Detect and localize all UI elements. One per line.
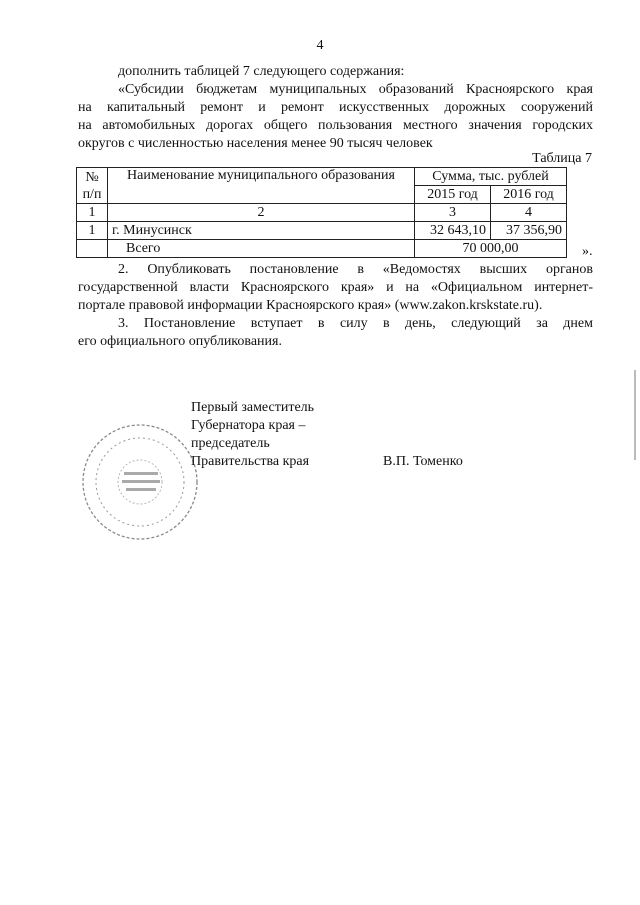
item3-line: его официального опубликования. <box>78 334 282 349</box>
header-sum: Сумма, тыс. рублей <box>415 168 567 186</box>
signature-title-line: Правительства края <box>191 454 310 469</box>
header-number-cell <box>77 168 108 204</box>
total-empty-cell <box>77 240 108 258</box>
header-number-sub: п/п <box>82 186 102 202</box>
intro-line: дополнить таблицей 7 следующего содержания: <box>118 64 405 79</box>
row-amount-2015: 32 643,10 <box>415 222 491 240</box>
quote-line: на автомобильных дорогах общего пользования местного значения городских <box>78 118 593 133</box>
index-cell: 2 <box>108 204 415 222</box>
item2-line: 2. Опубликовать постановление в «Ведомостях высших органов <box>118 262 593 277</box>
page-number: 4 <box>316 38 324 53</box>
table-index-row <box>77 204 567 222</box>
quote-line: «Субсидии бюджетам муниципальных образований Красноярского края <box>118 82 593 97</box>
header-number: № <box>85 169 99 185</box>
index-cell: 1 <box>77 204 108 222</box>
index-cell: 4 <box>491 204 567 222</box>
quote-close: ». <box>582 244 593 259</box>
total-value: 70 000,00 <box>415 240 567 258</box>
header-name: Наименование муниципального образования <box>108 168 415 204</box>
quote-line: на капитальный ремонт и ремонт искусственных дорожных сооружений <box>78 100 593 115</box>
index-cell: 3 <box>415 204 491 222</box>
row-number: 1 <box>77 222 108 240</box>
scan-edge-mark <box>634 370 636 460</box>
signature-title-line: Губернатора края – <box>191 418 306 433</box>
table-row <box>77 222 567 240</box>
table-header-row <box>77 168 567 186</box>
total-label: Всего <box>108 240 415 258</box>
row-amount-2016: 37 356,90 <box>491 222 567 240</box>
signature-title-line: председатель <box>191 436 270 451</box>
table-caption: Таблица 7 <box>532 151 592 166</box>
subsidy-table <box>76 167 567 258</box>
table-total-row <box>77 240 567 258</box>
seal-stamp <box>78 420 208 545</box>
item2-line: государственной власти Красноярского края» и на «Официальном интернет- <box>78 280 593 295</box>
signatory-name: В.П. Томенко <box>383 454 463 469</box>
header-year-2016: 2016 год <box>491 186 567 204</box>
item3-line: 3. Постановление вступает в силу в день, следующий за днем <box>118 316 593 331</box>
quote-line: округов с численностью населения менее 90 тысяч человек <box>78 136 433 151</box>
signature-title-line: Первый заместитель <box>191 400 315 415</box>
row-municipality: г. Минусинск <box>108 222 415 240</box>
header-year-2015: 2015 год <box>415 186 491 204</box>
item2-line: портале правовой информации Красноярского края» (www.zakon.krskstate.ru). <box>78 298 543 313</box>
